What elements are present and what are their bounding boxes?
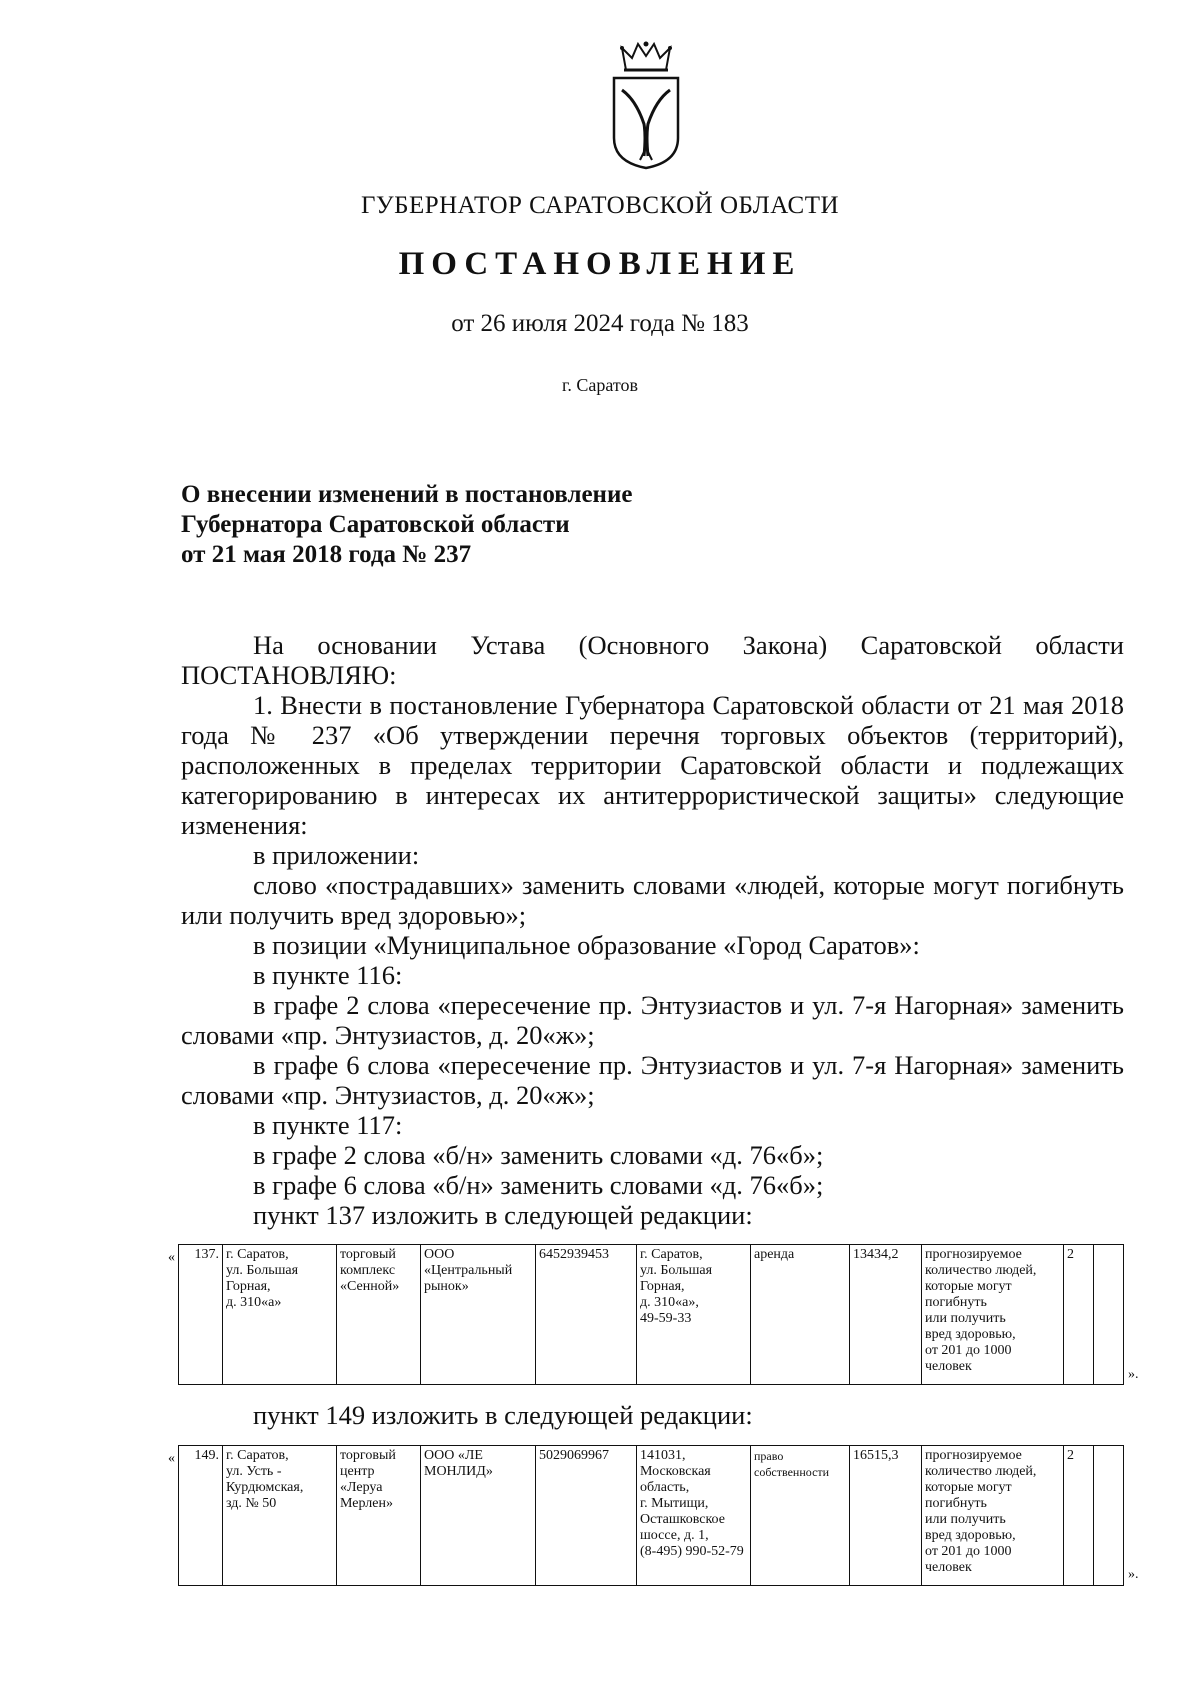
cell-people-count: прогнозируемое количество людей, которые могут погибнуть или получить вред здоровью, от 201 до 1000 человек <box>922 1446 1064 1586</box>
table-row <box>179 1446 1124 1586</box>
document-city: г. Саратов <box>562 375 638 395</box>
table-137 <box>178 1244 1096 1385</box>
table-137-close-quote: ». <box>1128 1367 1139 1382</box>
cell-empty <box>1094 1245 1124 1385</box>
document-date-number: от 26 июля 2024 года № 183 <box>451 310 749 337</box>
paragraph-position: в позиции «Муниципальное образование «Город Саратов»: <box>253 930 920 960</box>
saratov-coat-of-arms-icon <box>608 40 684 170</box>
cell-right-type: право собственности <box>751 1446 850 1586</box>
cell-number: 149. <box>179 1446 223 1586</box>
table-149 <box>178 1445 1096 1586</box>
paragraph-basis: На основании Устава (Основного Закона) Саратовской области ПОСТАНОВЛЯЮ: <box>181 630 1124 690</box>
cell-category: 2 <box>1064 1446 1094 1586</box>
paragraph-116-col6: в графе 6 слова «пересечение пр. Энтузиастов и ул. 7-я Нагорная» заменить словами «пр. Энтузиастов, д. 20«ж»; <box>181 1050 1124 1110</box>
paragraph-item-117: в пункте 117: <box>253 1110 403 1140</box>
table-149-open-quote: « <box>168 1451 175 1466</box>
body-text-top <box>181 630 1124 1230</box>
document-subject <box>181 480 632 570</box>
cell-category: 2 <box>1064 1245 1094 1385</box>
cell-address: г. Саратов, ул. Усть - Курдюмская, зд. № 50 <box>223 1446 337 1586</box>
amendment-table <box>178 1445 1124 1586</box>
cell-owner: ООО «ЛЕ МОНЛИД» <box>421 1446 536 1586</box>
cell-area: 16515,3 <box>850 1446 922 1586</box>
paragraph-item-149-intro: пункт 149 изложить в следующей редакции: <box>253 1400 753 1430</box>
table-137-open-quote: « <box>168 1250 175 1265</box>
cell-owner: ООО «Центральный рынок» <box>421 1245 536 1385</box>
paragraph-item-116: в пункте 116: <box>253 960 403 990</box>
document-type-title: ПОСТАНОВЛЕНИЕ <box>398 246 802 282</box>
subject-line: от 21 мая 2018 года № 237 <box>181 541 472 568</box>
body-text-mid <box>181 1400 1124 1430</box>
issuing-authority: ГУБЕРНАТОР САРАТОВСКОЙ ОБЛАСТИ <box>360 192 840 219</box>
cell-area: 13434,2 <box>850 1245 922 1385</box>
cell-object-name: торговый центр «Леруа Мерлен» <box>337 1446 421 1586</box>
cell-owner-address: 141031, Московская область, г. Мытищи, Осташковское шоссе, д. 1, (8-495) 990-52-79 <box>637 1446 751 1586</box>
paragraph-116-col2: в графе 2 слова «пересечение пр. Энтузиастов и ул. 7-я Нагорная» заменить словами «пр. Энтузиастов, д. 20«ж»; <box>181 990 1124 1050</box>
table-row <box>179 1245 1124 1385</box>
table-149-close-quote: ». <box>1128 1567 1139 1582</box>
cell-number: 137. <box>179 1245 223 1385</box>
cell-empty <box>1094 1446 1124 1586</box>
cell-owner-address: г. Саратов, ул. Большая Горная, д. 310«а», 49-59-33 <box>637 1245 751 1385</box>
cell-inn: 6452939453 <box>536 1245 637 1385</box>
paragraph-117-col2: в графе 2 слова «б/н» заменить словами «д. 76«б»; <box>253 1140 824 1170</box>
cell-right-type: аренда <box>751 1245 850 1385</box>
paragraph-item-1: 1. Внести в постановление Губернатора Саратовской области от 21 мая 2018 года № 237 «Об утверждении перечня торговых объектов (территорий), расположенных в пределах территории Саратовской области и подлежащих категорированию в интересах их антитеррористической защиты» следующие изменения: <box>181 690 1124 840</box>
paragraph-word-replace: слово «пострадавших» заменить словами «людей, которые могут погибнуть или получить вред здоровью»; <box>181 870 1124 930</box>
cell-inn: 5029069967 <box>536 1446 637 1586</box>
subject-line: Губернатора Саратовской области <box>181 511 570 538</box>
paragraph-117-col6: в графе 6 слова «б/н» заменить словами «д. 76«б»; <box>253 1170 824 1200</box>
cell-object-name: торговый комплекс «Сенной» <box>337 1245 421 1385</box>
paragraph-item-137-intro: пункт 137 изложить в следующей редакции: <box>253 1200 753 1230</box>
subject-line: О внесении изменений в постановление <box>181 481 633 508</box>
amendment-table <box>178 1244 1124 1385</box>
cell-people-count: прогнозируемое количество людей, которые могут погибнуть или получить вред здоровью, от 201 до 1000 человек <box>922 1245 1064 1385</box>
cell-address: г. Саратов, ул. Большая Горная, д. 310«а» <box>223 1245 337 1385</box>
paragraph-annex: в приложении: <box>253 840 420 870</box>
